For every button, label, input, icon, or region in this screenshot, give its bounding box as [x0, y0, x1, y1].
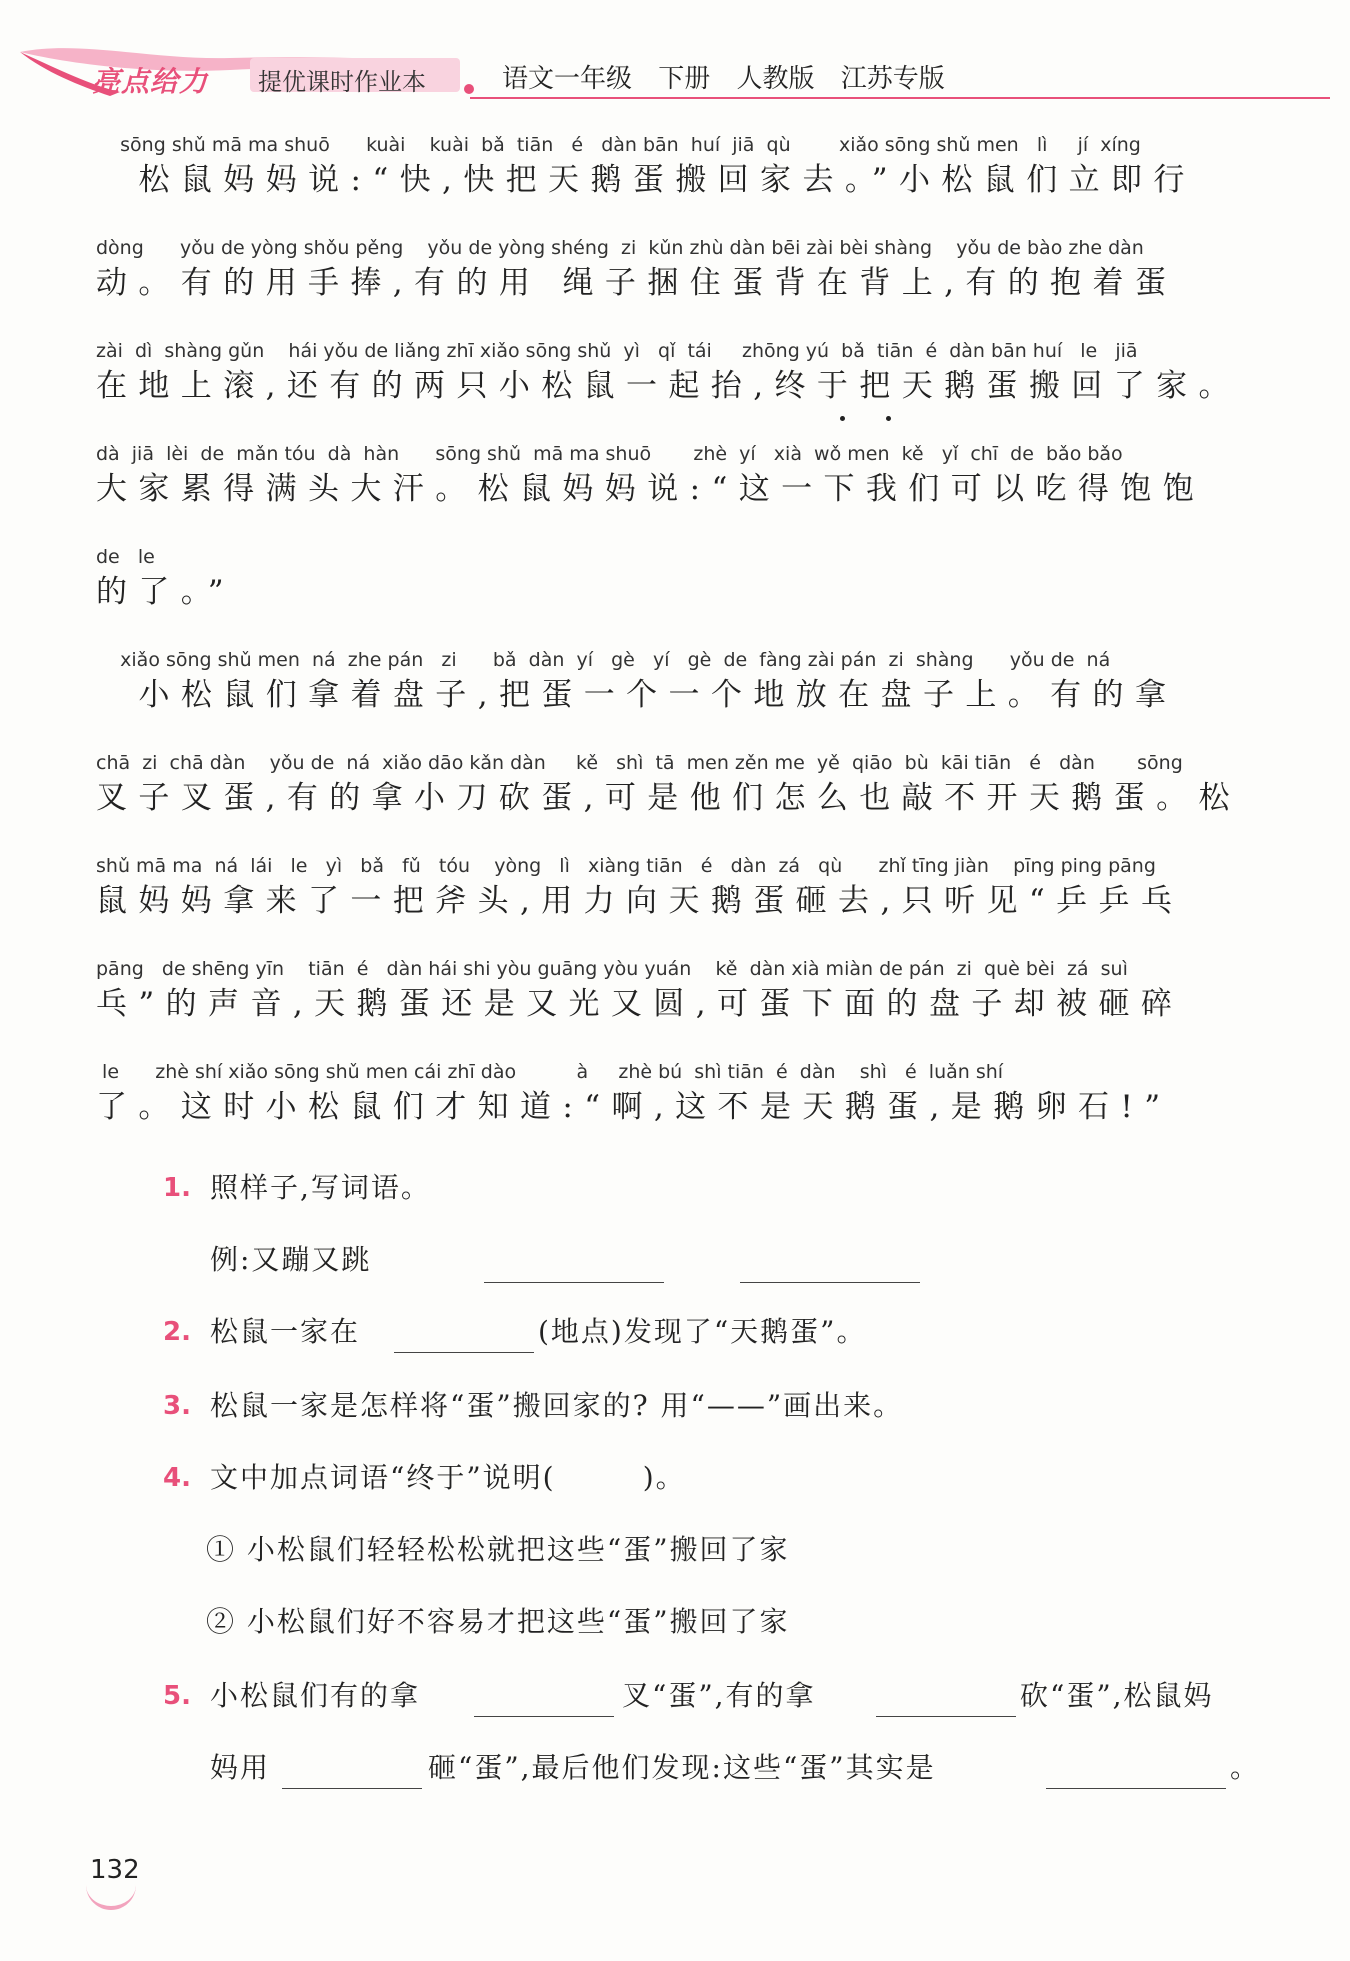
- page-number: 132: [90, 1855, 140, 1885]
- pinyin-line: chā zi chā dàn yǒu de ná xiǎo dāo kǎn dàn kě shì tā men zěn me yě qiāo bù kāi tiān é dàn sōng: [96, 752, 1183, 774]
- question-1-example: 例:又蹦又跳: [210, 1243, 372, 1276]
- question-4-text: 文中加点词语“终于”说明( )。: [210, 1461, 686, 1494]
- question-number: 5.: [163, 1681, 191, 1711]
- answer-blank[interactable]: [394, 1352, 534, 1353]
- question-4-option-1[interactable]: ① 小松鼠们轻轻松松就把这些“蛋”搬回了家: [206, 1533, 790, 1566]
- hanzi-line: 乓”的声音,天鹅蛋还是又光又圆,可蛋下面的盘子却被砸碎: [96, 986, 1184, 1022]
- emphasis-dot: [886, 416, 891, 421]
- answer-blank[interactable]: [282, 1788, 422, 1789]
- hanzi-line: 的了。”: [96, 574, 235, 610]
- hanzi-line: 大家累得满头大汗。松鼠妈妈说:“这一下我们可以吃得饱饱: [96, 471, 1206, 507]
- passage-line: [96, 439, 1266, 509]
- passage-line: [96, 954, 1266, 1024]
- question-number: 4.: [163, 1463, 191, 1493]
- passage-line: [96, 336, 1266, 406]
- series-title: 提优课时作业本: [258, 68, 426, 96]
- emphasis-dot: [840, 416, 845, 421]
- pinyin-line: sōng shǔ mā ma shuō kuài kuài bǎ tiān é dàn bān huí jiā qù xiǎo sōng shǔ men lì jí xíng: [96, 134, 1141, 156]
- passage-line: [96, 851, 1266, 921]
- question-3-text: 松鼠一家是怎样将“蛋”搬回家的? 用“——”画出来。: [210, 1389, 904, 1422]
- answer-blank[interactable]: [740, 1282, 920, 1283]
- question-number: 3.: [163, 1391, 191, 1421]
- pinyin-line: shǔ mā ma ná lái le yì bǎ fǔ tóu yòng lì xiàng tiān é dàn zá qù zhǐ tīng jiàn pīng ping pāng: [96, 855, 1156, 877]
- passage-line: [96, 130, 1266, 200]
- question-number: 2.: [163, 1317, 191, 1347]
- header-rule: [470, 97, 1330, 99]
- question-1-text: 照样子,写词语。: [210, 1171, 431, 1204]
- hanzi-line: 动。有的用手捧,有的用 绳子捆住蛋背在背上,有的抱着蛋: [96, 265, 1178, 301]
- question-5-text-d: 妈用: [210, 1751, 271, 1784]
- answer-blank[interactable]: [876, 1716, 1016, 1717]
- passage-line: [96, 645, 1266, 715]
- passage-line: [96, 233, 1266, 303]
- hanzi-line: 鼠妈妈拿来了一把斧头,用力向天鹅蛋砸去,只听见“乒乒乓: [96, 883, 1184, 919]
- pinyin-line: le zhè shí xiǎo sōng shǔ men cái zhī dào à zhè bú shì tiān é dàn shì é luǎn shí: [96, 1061, 1004, 1083]
- question-number: 1.: [163, 1173, 191, 1203]
- passage-line: [96, 1057, 1266, 1127]
- question-5-text-a: 小松鼠们有的拿: [210, 1679, 421, 1712]
- question-5-text-e: 砸“蛋”,最后他们发现:这些“蛋”其实是: [428, 1751, 936, 1784]
- pinyin-line: de le: [96, 546, 155, 568]
- hanzi-line: 在地上滚,还有的两只小松鼠一起抬,终于把天鹅蛋搬回了家。: [96, 368, 1241, 404]
- answer-blank[interactable]: [1046, 1788, 1226, 1789]
- pinyin-line: dòng yǒu de yòng shǒu pěng yǒu de yòng shéng zi kǔn zhù dàn bēi zài bèi shàng yǒu de bào zhe dàn: [96, 237, 1144, 259]
- page-header: [0, 0, 1350, 110]
- hanzi-line: 了。这时小松鼠们才知道:“啊,这不是天鹅蛋,是鹅卵石!”: [96, 1089, 1172, 1125]
- answer-blank[interactable]: [474, 1716, 614, 1717]
- question-4-option-2[interactable]: ② 小松鼠们好不容易才把这些“蛋”搬回了家: [206, 1605, 790, 1638]
- answer-blank[interactable]: [484, 1282, 664, 1283]
- pinyin-line: xiǎo sōng shǔ men ná zhe pán zi bǎ dàn yí gè yí gè de fàng zài pán zi shàng yǒu de ná: [96, 649, 1111, 671]
- book-info: 语文一年级 下册 人教版 江苏专版: [502, 64, 945, 94]
- question-5-text-c: 砍“蛋”,松鼠妈: [1020, 1679, 1214, 1712]
- pinyin-line: zài dì shàng gǔn hái yǒu de liǎng zhī xiǎo sōng shǔ yì qǐ tái zhōng yú bǎ tiān é dàn bān huí le jiā: [96, 340, 1138, 362]
- hanzi-line: 叉子叉蛋,有的拿小刀砍蛋,可是他们怎么也敲不开天鹅蛋。松: [96, 780, 1241, 816]
- pinyin-line: dà jiā lèi de mǎn tóu dà hàn sōng shǔ mā ma shuō zhè yí xià wǒ men kě yǐ chī de bǎo bǎo: [96, 443, 1123, 465]
- hanzi-line: 小松鼠们拿着盘子,把蛋一个一个地放在盘子上。有的拿: [96, 677, 1178, 713]
- question-2-text-a: 松鼠一家在: [210, 1315, 361, 1348]
- passage-line: [96, 748, 1266, 818]
- question-2-text-b: (地点)发现了“天鹅蛋”。: [538, 1315, 867, 1348]
- header-dot-icon: [464, 84, 474, 94]
- question-5-text-f: 。: [1230, 1751, 1261, 1784]
- pinyin-line: pāng de shēng yīn tiān é dàn hái shi yòu guāng yòu yuán kě dàn xià miàn de pán zi què bèi zá suì: [96, 958, 1128, 980]
- passage-line: [96, 542, 1266, 612]
- hanzi-line: 松鼠妈妈说:“快,快把天鹅蛋搬回家去。”小松鼠们立即行: [96, 162, 1196, 198]
- question-5-text-b: 叉“蛋”,有的拿: [622, 1679, 816, 1712]
- brand-logo-text: 亮点给力: [92, 65, 209, 98]
